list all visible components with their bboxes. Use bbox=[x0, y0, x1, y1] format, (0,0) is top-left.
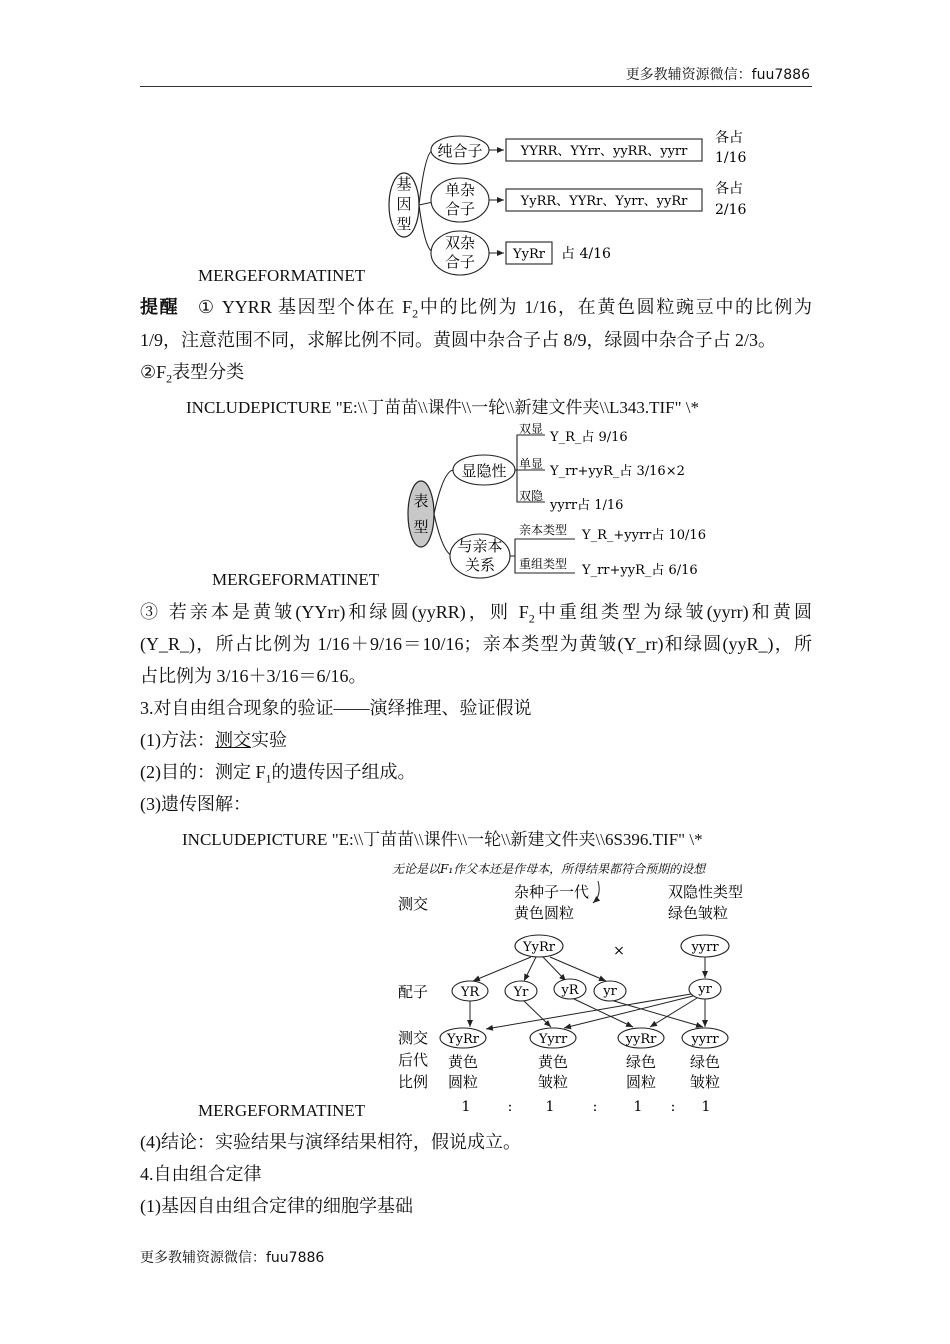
offspring-phenotype: 皱粒 bbox=[537, 1073, 569, 1091]
field-code: MERGEFORMATINET bbox=[198, 1101, 366, 1120]
svg-text:yyrr: yyrr bbox=[691, 940, 719, 955]
section-3-title: 3.对自由组合现象的验证——演绎推理、验证假说 bbox=[140, 698, 532, 718]
root-char: 型 bbox=[413, 518, 429, 536]
phenotype-diagram bbox=[405, 422, 735, 587]
tip-line-3: $②F_2$表型分类 bbox=[140, 362, 245, 386]
cross-symbol: × bbox=[613, 943, 625, 959]
para3-line-2: (Y_R_)，所占比例为 1/16＋9/16＝10/16；亲本类型为黄皱(Y_rr)和绿圆(yyR_)，所 bbox=[140, 634, 812, 654]
tip-line-2: 1/9，注意范围不同，求解比例不同。黄圆中杂合子占 8/9，绿圆中杂合子占 2/3。 bbox=[140, 330, 776, 350]
offspring-phenotype: 绿色 bbox=[689, 1053, 721, 1071]
row-label-gamete: 配子 bbox=[398, 983, 429, 1001]
svg-text:yyrr: yyrr bbox=[691, 1032, 719, 1047]
offspring-phenotype: 圆粒 bbox=[625, 1073, 657, 1091]
svg-text:yyRr: yyRr bbox=[625, 1032, 657, 1047]
para3-line-1: ③ 若亲本是黄皱(YYrr)和绿圆(yyRR)，则 $F_2$中重组类型为绿皱(yyrr)和黄圆 bbox=[140, 602, 812, 626]
item-text: Y_rr+yyR_占 3/16×2 bbox=[550, 464, 685, 479]
field-code: INCLUDEPICTURE "E:\\丁苗苗\\课件\\一轮\\新建文件夹\\6S396.TIF" \* bbox=[182, 830, 703, 849]
row-label-offspring: 后代 bbox=[398, 1051, 429, 1069]
field-code: INCLUDEPICTURE "E:\\丁苗苗\\课件\\一轮\\新建文件夹\\L343.TIF" \* bbox=[186, 398, 700, 417]
item-tag: 重组类型 bbox=[519, 557, 568, 571]
offspring-phenotype: 绿色 bbox=[625, 1053, 657, 1071]
ratio-value: 1 bbox=[633, 1099, 643, 1115]
offspring-phenotype: 黄色 bbox=[447, 1053, 479, 1071]
ratio-sep: : bbox=[592, 1099, 598, 1115]
item-text: Y_rr+yyR_占 6/16 bbox=[582, 563, 698, 578]
item-tag: 单显 bbox=[519, 457, 544, 471]
root-char: 表 bbox=[413, 492, 429, 510]
tip-line-1: 提醒 ① YYRR 基因型个体在 $F_2$中的比例为 1/16，在黄色圆粒豌豆中的比例为 bbox=[140, 297, 813, 321]
diagram-title-line: (3)遗传图解： bbox=[140, 794, 251, 814]
svg-text:YyRr: YyRr bbox=[447, 1032, 479, 1047]
root-char: 因 bbox=[396, 195, 412, 213]
item-text: Y_R_占 9/16 bbox=[550, 430, 628, 445]
svg-text:YyRr: YyRr bbox=[523, 940, 555, 955]
root-char: 基 bbox=[396, 175, 412, 193]
group-label: 关系 bbox=[464, 556, 496, 574]
node-label: 纯合子 bbox=[437, 142, 483, 160]
field-code: MERGEFORMATINET bbox=[198, 266, 366, 285]
left-parent-desc: 黄色圆粒 bbox=[514, 904, 575, 922]
item-tag: 双显 bbox=[519, 422, 544, 436]
row-label-offspring: 测交 bbox=[398, 1029, 429, 1047]
node-label: 合子 bbox=[444, 253, 476, 271]
ratio-sep: : bbox=[507, 1099, 513, 1115]
right-parent-desc: 双隐性类型 bbox=[668, 883, 744, 901]
offspring-phenotype: 黄色 bbox=[537, 1053, 569, 1071]
node-label: 单杂 bbox=[444, 181, 476, 199]
offspring-phenotype: 皱粒 bbox=[689, 1073, 721, 1091]
ratio-note: 占 4/16 bbox=[561, 246, 611, 262]
item-text: Y_R_+yyrr占 10/16 bbox=[582, 528, 706, 543]
ratio-value: 1 bbox=[545, 1099, 555, 1115]
para3-line-3: 占比例为 3/16＋3/16＝6/16。 bbox=[140, 666, 367, 686]
svg-text:yr: yr bbox=[698, 982, 712, 997]
ratio-sep: : bbox=[670, 1099, 676, 1115]
tip-label: 提醒 bbox=[140, 297, 180, 317]
offspring-phenotype: 圆粒 bbox=[447, 1073, 479, 1091]
svg-text:Yyrr: Yyrr bbox=[538, 1032, 568, 1047]
ratio-note: 各占 bbox=[715, 181, 743, 197]
row-label-testcross: 测交 bbox=[398, 895, 429, 913]
conclusion-line: (4)结论：实验结果与演绎结果相符，假说成立。 bbox=[140, 1132, 521, 1152]
ratio-note: 1/16 bbox=[715, 150, 747, 166]
svg-text:yr: yr bbox=[603, 984, 617, 999]
node-label: 合子 bbox=[444, 200, 476, 218]
header-divider bbox=[140, 86, 812, 87]
svg-text:YR: YR bbox=[460, 985, 480, 1000]
right-parent-desc: 绿色皱粒 bbox=[668, 904, 729, 922]
item-tag: 亲本类型 bbox=[519, 523, 568, 537]
page-header: 更多教辅资源微信：fuu7886 bbox=[625, 67, 810, 83]
handwritten-note: 无论是以F₁作父本还是作母本，所得结果都符合预期的设想 bbox=[392, 862, 706, 876]
genotype-list: YyRr bbox=[513, 247, 545, 262]
ratio-note: 各占 bbox=[715, 130, 743, 146]
ratio-value: 1 bbox=[701, 1099, 711, 1115]
method-line: (1)方法：测交实验 bbox=[140, 730, 287, 750]
ratio-note: 2/16 bbox=[715, 202, 747, 218]
section-4-sub1: (1)基因自由组合定律的细胞学基础 bbox=[140, 1196, 413, 1216]
group-label: 与亲本 bbox=[457, 537, 503, 555]
page-footer: 更多教辅资源微信：fuu7886 bbox=[140, 1250, 325, 1266]
group-label: 显隐性 bbox=[461, 462, 507, 480]
node-label: 双杂 bbox=[444, 234, 476, 252]
section-4-title: 4.自由组合定律 bbox=[140, 1164, 262, 1184]
genotype-diagram bbox=[385, 122, 765, 277]
field-code: MERGEFORMATINET bbox=[212, 570, 380, 589]
item-tag: 双隐 bbox=[519, 489, 544, 503]
left-parent-desc: 杂种子一代 bbox=[514, 883, 590, 901]
item-text: yyrr占 1/16 bbox=[550, 498, 624, 513]
testcross-diagram bbox=[388, 855, 768, 1120]
row-label-offspring: 比例 bbox=[398, 1073, 429, 1091]
svg-text:Yr: Yr bbox=[513, 985, 529, 1000]
purpose-line: (2)目的：测定 $F_1$的遗传因子组成。 bbox=[140, 762, 416, 786]
genotype-list: YyRR、YYRr、Yyrr、yyRr bbox=[520, 194, 688, 209]
svg-text:yR: yR bbox=[561, 983, 579, 998]
genotype-list: YYRR、YYrr、yyRR、yyrr bbox=[520, 144, 688, 159]
root-ellipse bbox=[408, 481, 434, 547]
ratio-value: 1 bbox=[461, 1099, 471, 1115]
root-char: 型 bbox=[396, 215, 412, 233]
